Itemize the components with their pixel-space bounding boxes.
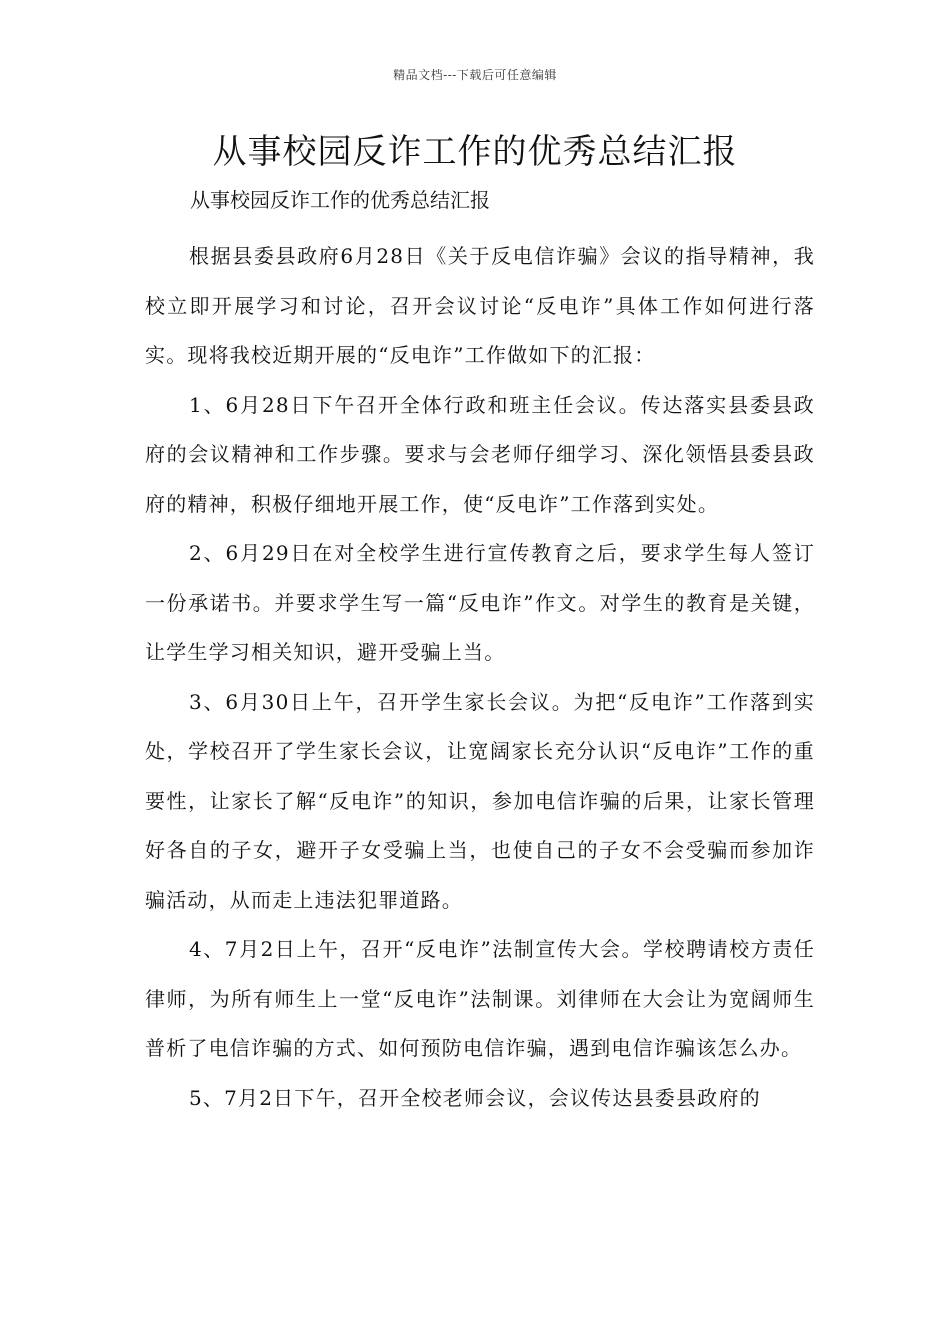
header-note: 精品文档---下载后可任意编辑 <box>393 68 557 82</box>
document-body <box>145 232 815 1123</box>
paragraph-intro: 根据县委县政府6月28日《关于反电信诈骗》会议的指导精神，我校立即开展学习和讨论，召开会议讨论“反电诈”具体工作如何进行落实。现将我校近期开展的“反电诈”工作做如下的汇报： <box>145 244 815 367</box>
paragraph-item-5: 5、7月2日下午，召开全校老师会议，会议传达县委县政府的 <box>189 1085 761 1110</box>
document-subtitle: 从事校园反诈工作的优秀总结汇报 <box>190 188 490 212</box>
paragraph-item-2: 2、6月29日在对全校学生进行宣传教育之后，要求学生每人签订一份承诺书。并要求学生写一篇“反电诈”作文。对学生的教育是关键，让学生学习相关知识，避开受骗上当。 <box>145 541 815 664</box>
paragraph-item-1: 1、6月28日下午召开全体行政和班主任会议。传达落实县委县政府的会议精神和工作步骤。要求与会老师仔细学习、深化领悟县委县政府的精神，积极仔细地开展工作，使“反电诈”工作落到实处。 <box>145 392 815 516</box>
paragraph-item-4: 4、7月2日上午，召开“反电诈”法制宣传大会。学校聘请校方责任律师，为所有师生上一堂“反电诈”法制课。刘律师在大会让为宽阔师生普析了电信诈骗的方式、如何预防电信诈骗，遇到电信诈骗该怎么办。 <box>145 937 815 1060</box>
paragraph-item-3: 3、6月30日上午，召开学生家长会议。为把“反电诈”工作落到实处，学校召开了学生家长会议，让宽阔家长充分认识“反电诈”工作的重要性，让家长了解“反电诈”的知识，参加电信诈骗的后果，让家长管理好各自的子女，避开子女受骗上当，也使自己的子女不会受骗而参加诈骗活动，从而走上违法犯罪道路。 <box>145 689 815 912</box>
document-title: 从事校园反诈工作的优秀总结汇报 <box>212 132 738 172</box>
